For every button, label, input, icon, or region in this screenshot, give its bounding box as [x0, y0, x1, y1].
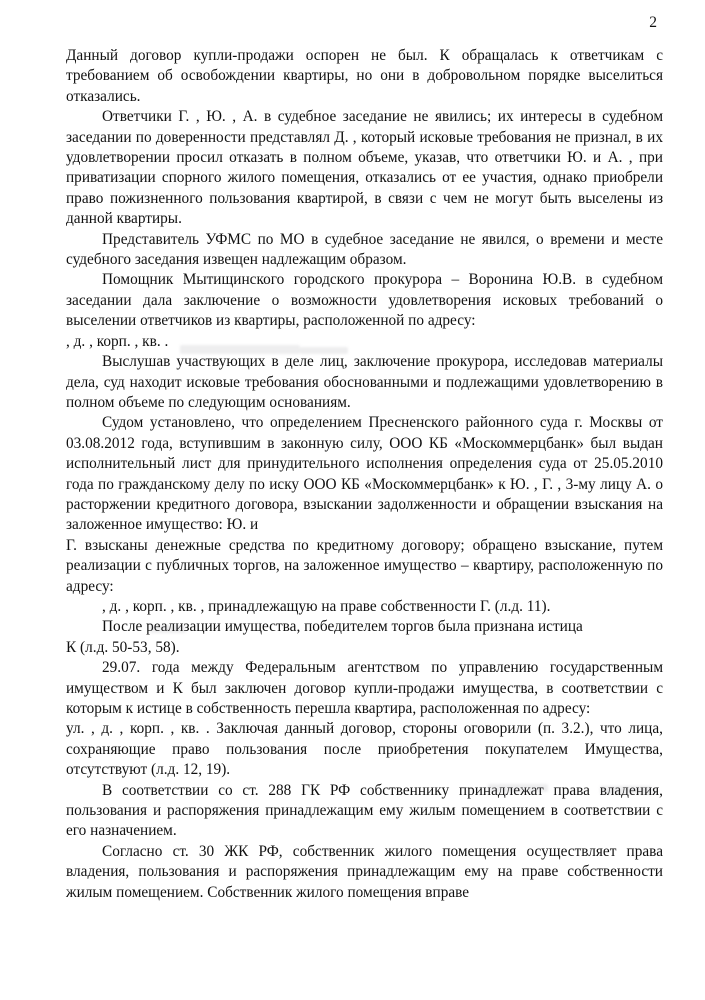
- paragraph-address-line: , д. , корп. , кв. , принадлежащую на праве собственности Г. (л.д. 11).: [102, 597, 551, 615]
- paragraph: Данный договор купли-продажи оспорен не был. К обращалась к ответчикам с требованием об освобождении квартиры, но они в добровольном порядке выселиться отказались.: [66, 47, 663, 105]
- paragraph: В соответствии со ст. 288 ГК РФ собственнику принадлежат права владения, пользования и распоряжения принадлежащим ему жилым помещением в соответствии с его назначением.: [66, 781, 663, 840]
- paragraph: Согласно ст. 30 ЖК РФ, собственник жилого помещения осуществляет права владения, пользования и распоряжения принадлежащим ему на праве собственности жилым помещением. Собственник жилого помещения вправе: [66, 842, 663, 901]
- page-number: 2: [649, 14, 657, 31]
- paragraph: После реализации имущества, победителем торгов была признана истица: [102, 618, 583, 636]
- paragraph-address-line: ул. , д. , корп. , кв. . Заключая данный договор, стороны оговорили (п. 3.2.), что лица, сохраняющие право пользования после приобретения покупателем Имущества, отсутствуют (л.д. 12, 19).: [66, 720, 663, 779]
- paragraph-address-line: , д. , корп. , кв. .: [66, 332, 169, 350]
- paragraph: Г. взысканы денежные средства по кредитному договору; обращено взыскание, путем реализации с публичных торгов, на заложенное имущество – квартиру, расположенную по адресу:: [66, 536, 663, 595]
- paragraph: Представитель УФМС по МО в судебное заседание не явился, о времени и месте судебного заседания извещен надлежащим образом.: [66, 230, 663, 269]
- paragraph: 29.07. года между Федеральным агентством по управлению государственным имуществом и К был заключен договор купли-продажи имущества, в соответствии с которым к истице в собственность перешла квартира, расположенная по адресу:: [66, 659, 663, 717]
- paragraph: Выслушав участвующих в деле лиц, заключение прокурора, исследовав материалы дела, суд находит исковые требования обоснованными и подлежащими удовлетворению в полном объеме по следующим основаниям.: [66, 353, 663, 411]
- paragraph: Ответчики Г. , Ю. , А. в судебное заседание не явились; их интересы в судебном заседании по доверенности представлял Д. , который исковые требования не признал, в их удовлетворении просил отказать в полном объеме, указав, что ответчики Ю. и А. , при приватизации спорного жилого помещения, отказались от ее участия, однако приобрели право пожизненного пользования квартирой, в связи с чем не могут быть выселены из данной квартиры.: [66, 108, 663, 228]
- paragraph: Судом установлено, что определением Пресненского районного суда г. Москвы от 03.08.2012 года, вступившим в законную силу, ООО КБ «Москоммерцбанк» был выдан исполнительный лист для принудительного исполнения определения суда от 25.05.2010 года по гражданскому делу по иску ООО КБ «Москоммерцбанк» к Ю. , Г. , 3-му лицу А. о расторжении кредитного договора, взыскании задолженности и обращении взыскания на заложенное имущество: Ю. и: [66, 414, 663, 534]
- paragraph: К (л.д. 50-53, 58).: [66, 638, 180, 656]
- paragraph: Помощник Мытищинского городского прокурора – Воронина Ю.В. в судебном заседании дала заключение о возможности удовлетворения исковых требований о выселении ответчиков из квартиры, расположенной по адресу:: [66, 271, 663, 330]
- document-body: [66, 46, 663, 903]
